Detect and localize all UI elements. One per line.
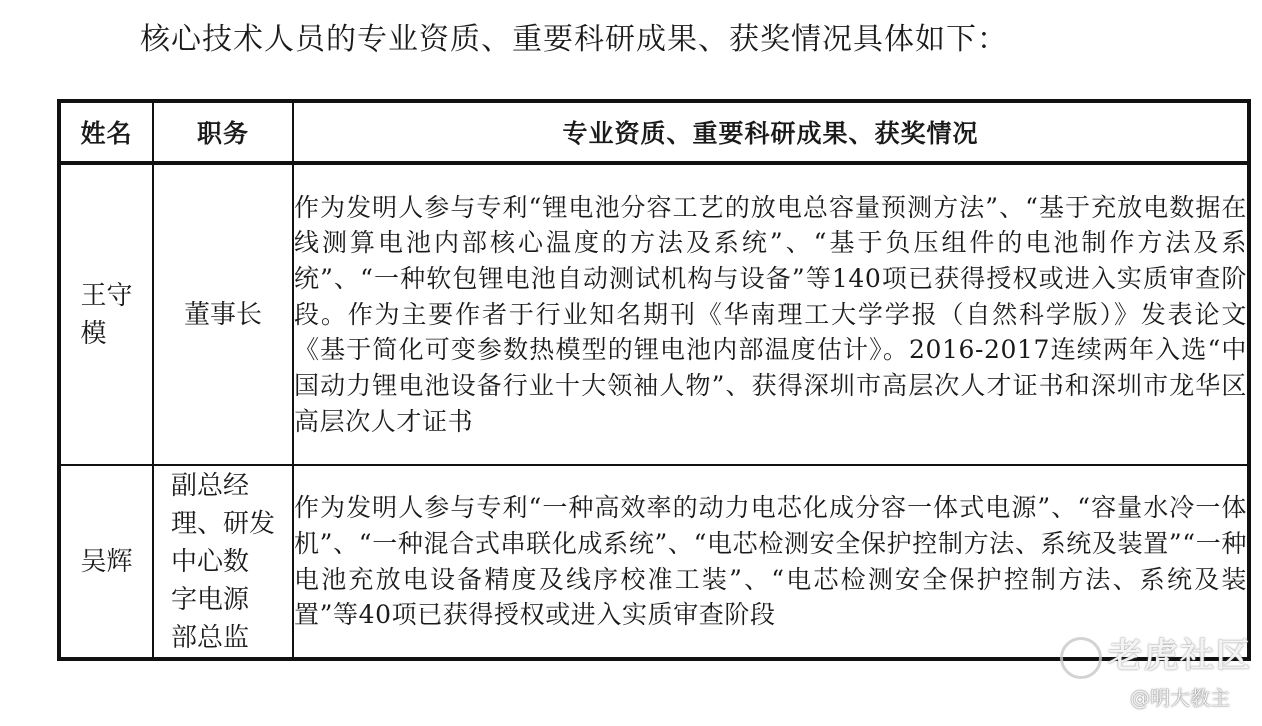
core-staff-table xyxy=(57,99,1251,661)
person-role-cell xyxy=(153,163,293,465)
tiger-logo-icon xyxy=(1060,637,1102,679)
person-name xyxy=(80,277,132,353)
header-role: 职务 xyxy=(153,101,293,163)
table-header-row xyxy=(59,101,1249,163)
watermark-user: @明大教主 xyxy=(1130,686,1230,710)
watermark-logo-text: 老虎社区 xyxy=(1108,636,1252,676)
intro-text: 核心技术人员的专业资质、重要科研成果、获奖情况具体如下： xyxy=(140,22,1008,57)
person-role-line: 部总监 xyxy=(170,622,249,653)
person-achievements: 作为发明人参与专利“锂电池分容工艺的放电总容量预测方法”、“基于充放电数据在线测算电池内部核心温度的方法及系统”、“基于负压组件的电池制作方法及系统”、“一种软包锂电池自动测试机构与设备”等140项已获得授权或进入实质审查阶段。作为主要作者于行业知名期刊《华南理工大学学报（自然科学版）》发表论文《基于简化可变参数热模型的锂电池内部温度估计》。2016-2017连续两年入选“中国动力锂电池设备行业十大领袖人物”、获得深圳市高层次人才证书和深圳市龙华区高层次人才证书 xyxy=(293,163,1249,465)
header-achievements: 专业资质、重要科研成果、获奖情况 xyxy=(293,101,1249,163)
watermark-logo xyxy=(1060,628,1252,679)
person-role-line: 副总经 xyxy=(170,470,249,501)
person-name-cell xyxy=(59,163,153,465)
person-role-cell xyxy=(153,465,293,659)
person-name-line: 模 xyxy=(80,318,107,349)
person-role-line: 中心数 xyxy=(170,546,249,577)
person-name-cell xyxy=(59,465,153,659)
person-role: 董事长 xyxy=(183,299,262,330)
person-role-line: 理、研发 xyxy=(170,508,275,539)
person-role xyxy=(171,467,275,657)
person-role-line: 字电源 xyxy=(170,584,249,615)
person-achievements: 作为发明人参与专利“一种高效率的动力电芯化成分容一体式电源”、“容量水冷一体机”、“一种混合式串联化成系统”、“电芯检测安全保护控制方法、系统及装置”“一种电池充放电设备精度及线序校准工装”、“电芯检测安全保护控制方法、系统及装置”等40项已获得授权或进入实质审查阶段 xyxy=(293,465,1249,659)
table-row xyxy=(59,163,1249,465)
person-name-line: 王守 xyxy=(80,280,133,311)
person-name: 吴辉 xyxy=(80,546,133,577)
header-name: 姓名 xyxy=(59,101,153,163)
